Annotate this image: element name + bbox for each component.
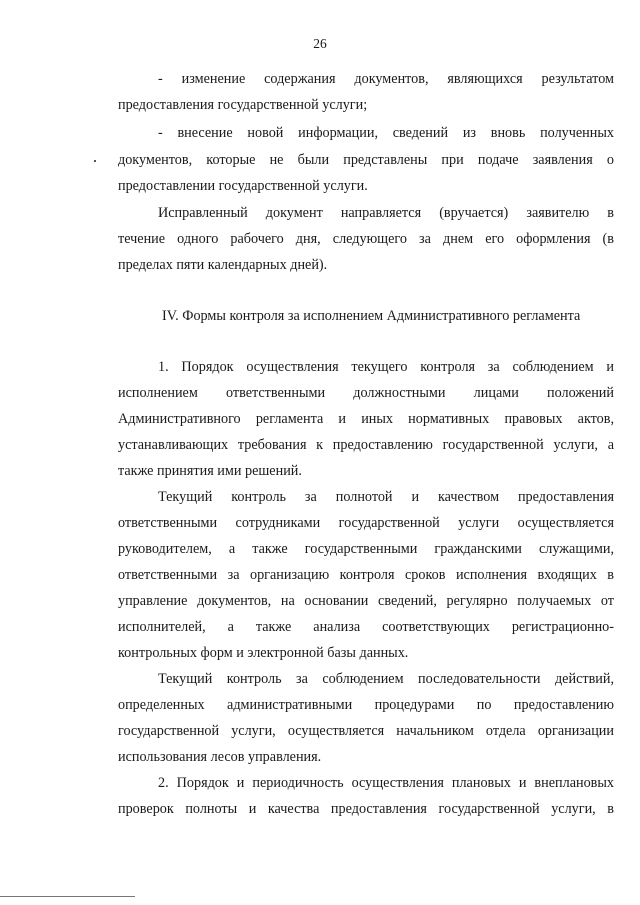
scan-speck	[94, 160, 96, 162]
text-line: - внесение новой информации, сведений из вновь полученных	[158, 125, 614, 141]
text-line: контрольных форм и электронной базы данных.	[118, 645, 409, 661]
text-line: также принятия ими решений.	[118, 463, 302, 479]
text-line: ответственными за организацию контроля сроков исполнения входящих в	[118, 567, 614, 583]
text-line: 1. Порядок осуществления текущего контроля за соблюдением и	[158, 359, 614, 375]
text-line: управление документов, на основании сведений, регулярно получаемых от	[118, 593, 614, 609]
footnote-rule	[0, 896, 135, 897]
text-line: исполнением ответственными должностными лицами положений	[118, 385, 614, 401]
text-line: документов, которые не были представлены при подаче заявления о	[118, 152, 614, 168]
text-line: Текущий контроль за полнотой и качеством предоставления	[158, 489, 614, 505]
text-line: определенных административными процедурами по предоставлению	[118, 697, 614, 713]
text-line: руководителем, а также государственными гражданскими служащими,	[118, 541, 614, 557]
page-number: 26	[313, 36, 327, 51]
text-line: пределах пяти календарных дней).	[118, 257, 328, 273]
text-line: предоставлении государственной услуги.	[118, 178, 368, 194]
text-line: Административного регламента и иных нормативных правовых актов,	[118, 411, 614, 427]
text-line: исполнителей, а также анализа соответствующих регистрационно-	[118, 619, 614, 635]
text-line: течение одного рабочего дня, следующего за днем его оформления (в	[118, 231, 614, 247]
text-line: устанавливающих требования к предоставлению государственной услуги, а	[118, 437, 614, 453]
text-line: ответственными сотрудниками государственной услуги осуществляется	[118, 515, 614, 531]
text-line: предоставления государственной услуги;	[118, 97, 368, 113]
text-line: Исправленный документ направляется (вручается) заявителю в	[158, 205, 614, 221]
text-line: - изменение содержания документов, являющихся результатом	[158, 71, 614, 87]
text-line: государственной услуги, осуществляется начальником отдела организации	[118, 723, 614, 739]
text-line: проверок полноты и качества предоставления государственной услуги, в	[118, 801, 614, 817]
text-line: использования лесов управления.	[118, 749, 322, 765]
text-line: Текущий контроль за соблюдением последовательности действий,	[158, 671, 614, 687]
section-heading: IV. Формы контроля за исполнением Административного регламента	[162, 308, 581, 324]
text-line: 2. Порядок и периодичность осуществления плановых и внеплановых	[158, 775, 614, 791]
